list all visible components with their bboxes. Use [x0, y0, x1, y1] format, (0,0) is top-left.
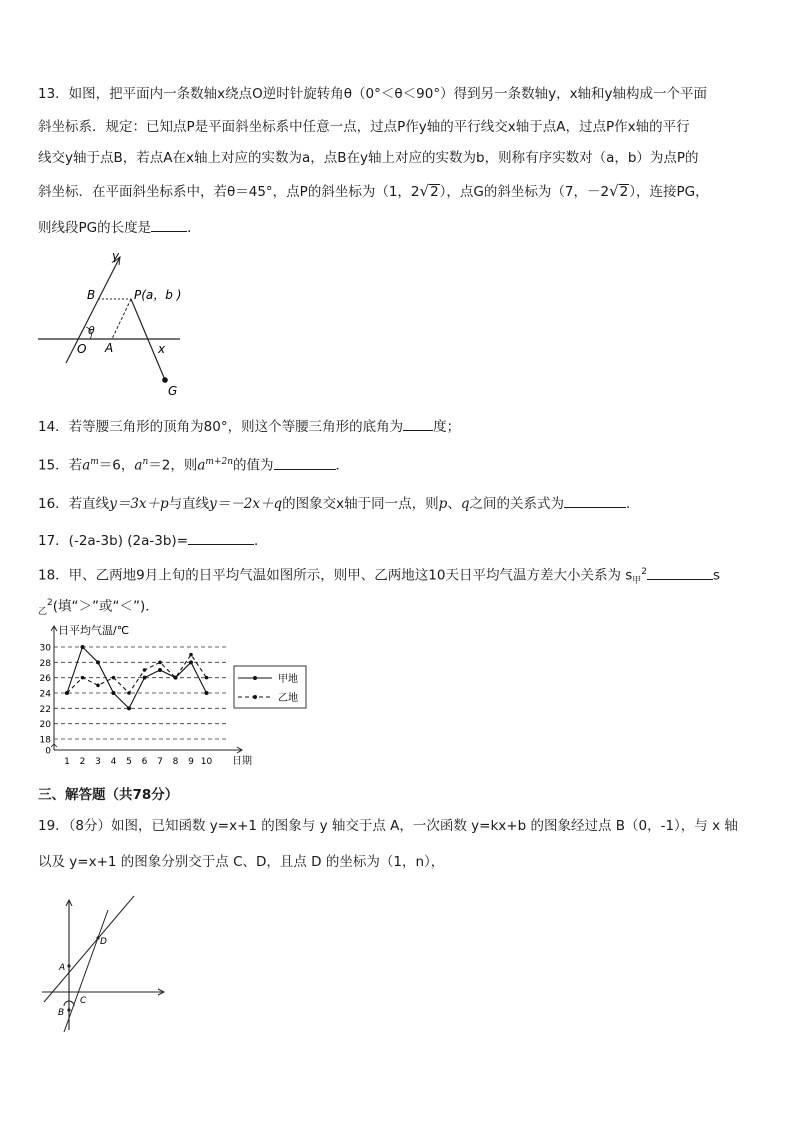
q13-line-4-text-a: 斜坐标．在平面斜坐标系中，若θ＝45°，点P的斜坐标为（1，2	[38, 184, 420, 200]
q13-line-2: 斜坐标系．规定：已知点P是平面斜坐标系中任意一点，过点P作y轴的平行线交x轴于点A，过点P作x轴的平行	[38, 119, 690, 135]
sqrt-arg: 2	[430, 184, 439, 200]
q16-q: q	[460, 496, 470, 512]
series-jia-point	[81, 645, 85, 649]
series-jia-point	[127, 706, 131, 710]
series-jia-point	[143, 676, 147, 680]
series-yi-point	[174, 676, 178, 680]
x-tick-label: 10	[200, 757, 213, 767]
sqrt-sign: √	[609, 182, 619, 200]
x-tick-label: 2	[79, 757, 86, 767]
q18-s: s	[713, 567, 721, 584]
series-jia-line	[67, 647, 207, 708]
series-jia-point	[158, 668, 162, 672]
q17-end: ．	[254, 533, 268, 549]
answer-blank[interactable]	[647, 565, 713, 580]
x-tick-label: 1	[64, 757, 70, 767]
q19-line-1: 19．（8分）如图，已知函数 y=x+1 的图象与 y 轴交于点 A，一次函数 y=kx+b 的图象经过点 B（0，-1），与 x 轴	[38, 818, 738, 834]
q14-end: 度；	[433, 419, 461, 435]
series-yi-point	[189, 653, 193, 657]
q13-line-4-text-c: ），连接PG，	[629, 184, 709, 200]
q19-line-2: 以及 y=x+1 的图象分别交于点 C、D，且点 D 的坐标为（1，n），	[38, 854, 445, 870]
series-yi-point	[127, 691, 131, 695]
series-yi-point	[158, 661, 162, 665]
answer-blank[interactable]	[564, 493, 626, 508]
q15-exp-n: n	[142, 457, 149, 467]
x-tick-label: 7	[157, 757, 163, 767]
label-a: A	[59, 963, 66, 973]
q18-line-1	[38, 562, 720, 591]
q15-a: a	[134, 457, 143, 474]
legend-yi-label: 乙地	[278, 693, 298, 704]
q18-sub-jia: 甲	[632, 576, 642, 587]
series-yi-point	[96, 684, 100, 688]
q15-a: a	[82, 457, 91, 474]
q16-eq2: y＝－2x＋q	[209, 496, 283, 512]
series-yi-point	[81, 676, 85, 680]
label-x: x	[158, 342, 166, 356]
q13-line-4-text-b: ），点G的斜坐标为（7，－2	[439, 184, 610, 200]
y-tick-label: 26	[39, 674, 51, 685]
q15-a: a	[197, 457, 206, 474]
section-3-title: 三、解答题（共78分）	[38, 787, 179, 803]
y-tick-label: 18	[39, 735, 51, 746]
series-yi-point	[65, 691, 69, 695]
y-tick-label: 30	[39, 643, 51, 654]
series-yi-point	[143, 668, 147, 672]
label-p: P(a，b )	[134, 288, 182, 302]
label-c: C	[80, 996, 87, 1006]
series-yi-point	[205, 676, 209, 680]
x-tick-label: 4	[110, 757, 117, 767]
answer-blank[interactable]	[188, 530, 254, 545]
label-o: O	[77, 342, 87, 356]
answer-blank[interactable]	[274, 455, 336, 470]
q16-prefix: 16．若直线	[38, 496, 110, 512]
q15-exp-m2n: m+2n	[205, 457, 234, 467]
q13-line-1: 13．如图，把平面内一条数轴x绕点O逆时针旋转角θ（0°＜θ＜90°）得到另一条数轴y，x轴和y轴构成一个平面	[38, 86, 708, 102]
series-jia-point	[205, 691, 209, 695]
q13-line-5	[38, 217, 201, 238]
legend-jia-marker	[253, 676, 257, 680]
label-a: A	[105, 341, 114, 355]
q18-text: 18．甲、乙两地9月上旬的日平均气温如图所示，则甲、乙两地这10天日平均气温方差大小关系为 s	[38, 567, 633, 584]
y-tick-label: 0	[45, 746, 51, 757]
q16-sep: 、	[447, 496, 461, 512]
q16-mid2: 的图象交x轴于同一点，则	[282, 496, 439, 512]
q14-text: 14．若等腰三角形的顶角为80°，则这个等腰三角形的底角为	[38, 419, 404, 435]
q15-eq1: ＝6，	[98, 457, 135, 474]
q13-line-3: 线交y轴于点B，若点A在x轴上对应的实数为a，点B在y轴上对应的实数为b，则称有序实数对（a，b）为点P的	[38, 150, 699, 166]
q16-end: ．	[625, 496, 640, 512]
answer-blank[interactable]	[403, 416, 433, 431]
q17-line	[38, 530, 268, 551]
label-d: D	[100, 937, 107, 947]
pa-dashed-line	[112, 299, 131, 339]
sqrt-arg: 2	[619, 184, 629, 200]
x-tick-label: 5	[126, 757, 132, 767]
q18-sup-2: 2	[47, 598, 53, 608]
q18-sub-yi: 乙	[38, 607, 48, 618]
q15-end: ．	[335, 457, 350, 474]
q14-line	[38, 416, 460, 437]
x-tick-label: 8	[172, 757, 179, 767]
q16-line	[38, 493, 639, 514]
q13-line-5-end: ．	[187, 220, 201, 236]
q16-mid1: 与直线	[168, 496, 210, 512]
label-g: G	[168, 384, 178, 398]
series-jia-point	[96, 660, 100, 664]
x-tick-label: 9	[188, 757, 194, 767]
q18-sup-2: 2	[641, 567, 648, 577]
series-yi-point	[112, 676, 116, 680]
q16-p: p	[438, 496, 448, 512]
q19-linear-function-figure	[36, 890, 176, 1040]
y-tick-label: 20	[39, 720, 51, 731]
q15-suffix: 的值为	[233, 457, 274, 474]
line-y-eq-x-plus-1	[44, 896, 134, 1002]
q15-line	[38, 452, 349, 476]
legend-yi-marker	[253, 695, 257, 699]
q18-hint: (填“＞”或“＜”)．	[52, 598, 159, 615]
point-g	[162, 377, 168, 383]
sqrt-sign: √	[419, 182, 430, 200]
temperature-line-chart	[28, 622, 308, 772]
y-tick-label: 28	[39, 658, 51, 669]
label-b: B	[58, 1008, 65, 1018]
series-jia-point	[112, 691, 116, 695]
series-jia-point	[189, 660, 193, 664]
answer-blank[interactable]	[151, 217, 187, 232]
q16-eq1: y＝3x＋p	[109, 496, 169, 512]
y-tick-label: 22	[39, 704, 51, 715]
q15-prefix: 15．若	[38, 457, 83, 474]
label-b: B	[87, 288, 96, 302]
x-tick-label: 3	[95, 757, 101, 767]
series-yi-line	[67, 655, 207, 693]
q13-oblique-axis-figure	[30, 245, 200, 400]
y-tick-label: 24	[39, 689, 51, 700]
q18-line-2	[38, 593, 159, 622]
q15-exp-m: m	[90, 457, 99, 467]
q13-line-5-text: 则线段PG的长度是	[38, 220, 152, 236]
q13-line-4	[38, 181, 709, 202]
q15-eq2: ＝2，则	[148, 457, 198, 474]
q16-suffix: 之间的关系式为	[469, 496, 564, 512]
q17-text: 17．(-2a-3b) (2a-3b)=	[38, 533, 189, 549]
x-tick-label: 6	[141, 757, 148, 767]
legend-jia-label: 甲地	[278, 674, 298, 685]
point-b	[67, 1008, 70, 1011]
label-theta: θ	[88, 324, 95, 337]
label-y: y	[112, 249, 120, 263]
x-axis-label: 日期	[232, 756, 252, 767]
y-axis-label: 日平均气温/℃	[58, 624, 130, 637]
point-a	[67, 964, 70, 967]
